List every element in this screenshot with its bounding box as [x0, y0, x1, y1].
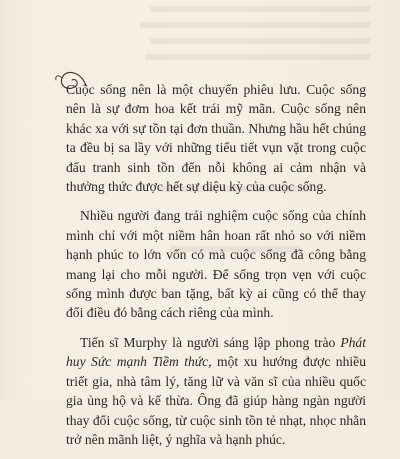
- paragraph-2: Nhiều người đang trải nghiệm cuộc sống của chính mình chỉ với một niềm hân hoan rất nhỏ so với niềm hạnh phúc to lớn vốn có mà cuộc sống đã công bằng mang lại cho mỗi người. Để sống trọn vẹn với cuộc sống mình được ban tặng, bất kỳ ai cũng có thể thay đổi điều đó bằng cách riêng của mình.: [66, 208, 366, 321]
- paragraph-1: Cuộc sống nên là một chuyến phiêu lưu. Cuộc sống nên là sự đơm hoa kết trái mỹ mãn. Cuộc sống nên khác xa với sự tồn tại đơn thuần. Nhưng hầu hết chúng ta đều bị sa lầy với những tiểu tiết vụn vặt trong cuộc đấu tranh sinh tồn đến nỗi không ai cảm nhận và thưởng thức được hết sự diệu kỳ của cuộc sống.: [66, 82, 366, 195]
- paragraph-3: [66, 333, 366, 449]
- paragraph-3-rest: , một xu hướng được nhiều triết gia, nhà tâm lý, tăng lữ và văn sĩ của nhiều quốc gia ủng hộ và kế thừa. Ông đã giúp hàng ngàn người thay đổi cuộc sống, từ cuộc sinh tồn tẻ nhạt, nhọc nhằn trở nên mãnh liệt, ý nghĩa và hạnh phúc.: [66, 354, 366, 447]
- paragraph-3-lead: Tiến sĩ Murphy là người sáng lập phong trào: [80, 334, 341, 350]
- body-text: [66, 80, 366, 459]
- book-title: Phát huy Sức mạnh Tiềm thức: [66, 334, 366, 370]
